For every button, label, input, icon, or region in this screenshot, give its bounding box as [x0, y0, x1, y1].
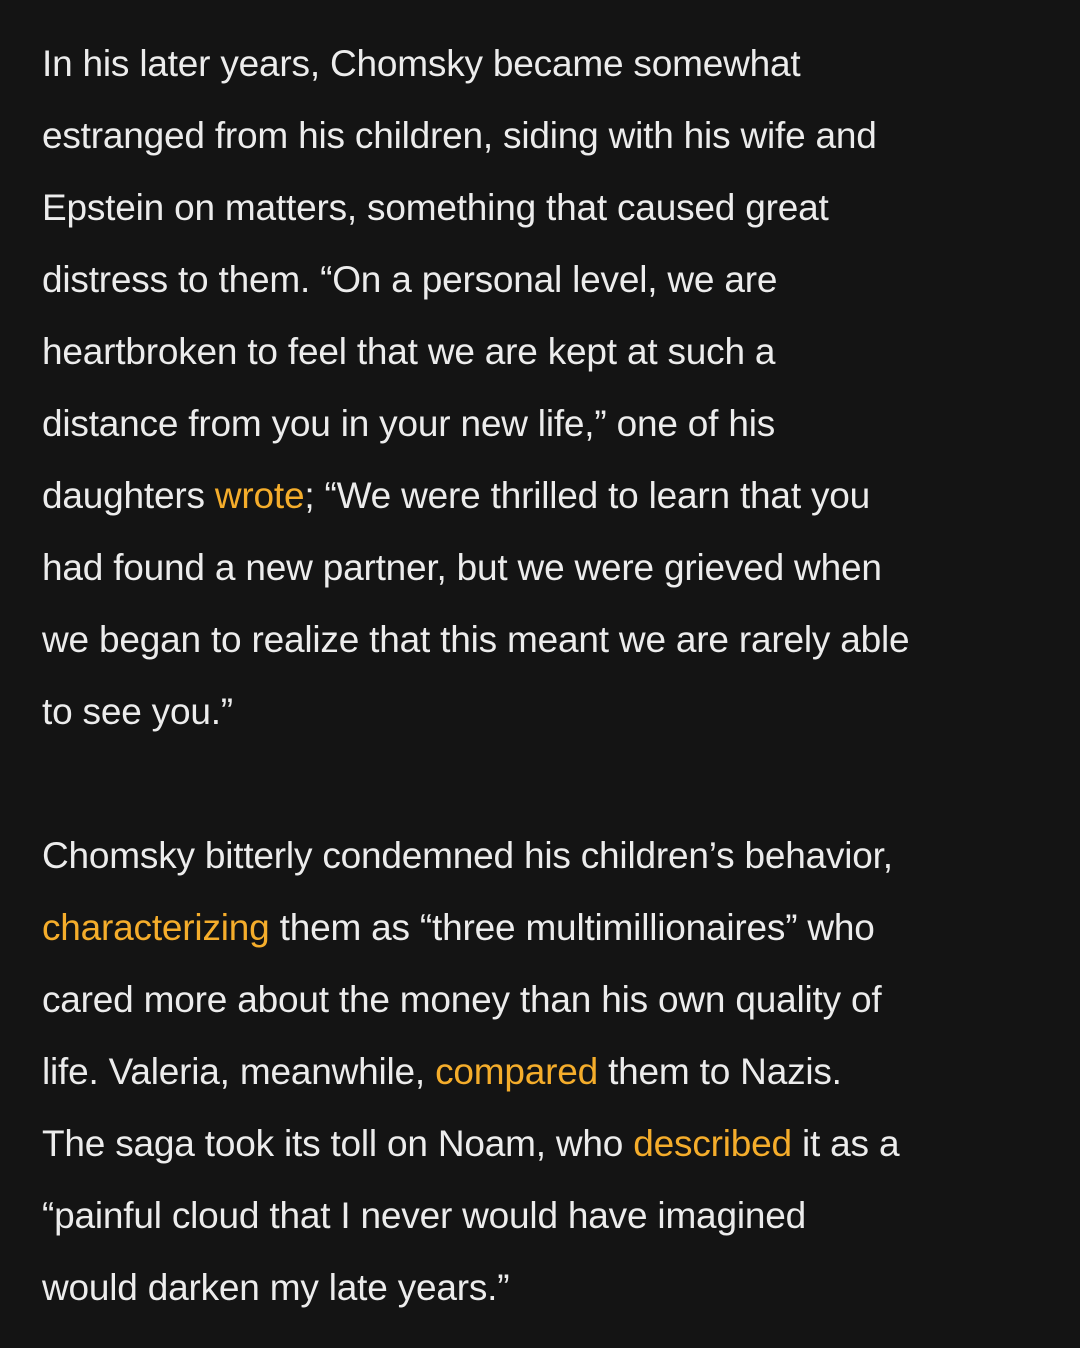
text-line	[42, 460, 1052, 532]
text-line	[42, 1108, 1052, 1180]
text-line	[42, 1036, 1052, 1108]
text-line: Epstein on matters, something that caused great	[42, 187, 829, 228]
text-line	[42, 892, 1052, 964]
text-line: to see you.”	[42, 691, 233, 732]
text-line: In his later years, Chomsky became somewhat	[42, 43, 801, 84]
text-segment: ; “We were thrilled to learn that you	[304, 475, 871, 516]
text-line: estranged from his children, siding with his wife and	[42, 115, 877, 156]
text-line: Chomsky bitterly condemned his children’s behavior,	[42, 835, 893, 876]
article-body	[42, 28, 1052, 1324]
text-line: cared more about the money than his own quality of	[42, 979, 882, 1020]
text-line: distance from you in your new life,” one of his	[42, 403, 776, 444]
text-segment: it as a	[791, 1123, 900, 1164]
text-segment: The saga took its toll on Noam, who	[42, 1123, 634, 1164]
text-segment: them as “three multimillionaires” who	[269, 907, 875, 948]
paragraph-chomsky-response	[42, 820, 1052, 1324]
text-line: we began to realize that this meant we are rarely able	[42, 619, 910, 660]
described-link[interactable]: described	[633, 1123, 792, 1164]
text-segment: life. Valeria, meanwhile,	[42, 1051, 436, 1092]
text-segment: daughters	[42, 475, 215, 516]
paragraph-children-estrangement	[42, 28, 1052, 748]
text-segment: them to Nazis.	[598, 1051, 842, 1092]
text-line: distress to them. “On a personal level, we are	[42, 259, 778, 300]
compared-link[interactable]: compared	[435, 1051, 599, 1092]
text-line: had found a new partner, but we were grieved when	[42, 547, 882, 588]
text-line: “painful cloud that I never would have imagined	[42, 1195, 806, 1236]
wrote-link[interactable]: wrote	[214, 475, 305, 516]
characterizing-link[interactable]: characterizing	[42, 907, 270, 948]
text-line: would darken my late years.”	[42, 1267, 510, 1308]
text-line: heartbroken to feel that we are kept at such a	[42, 331, 776, 372]
